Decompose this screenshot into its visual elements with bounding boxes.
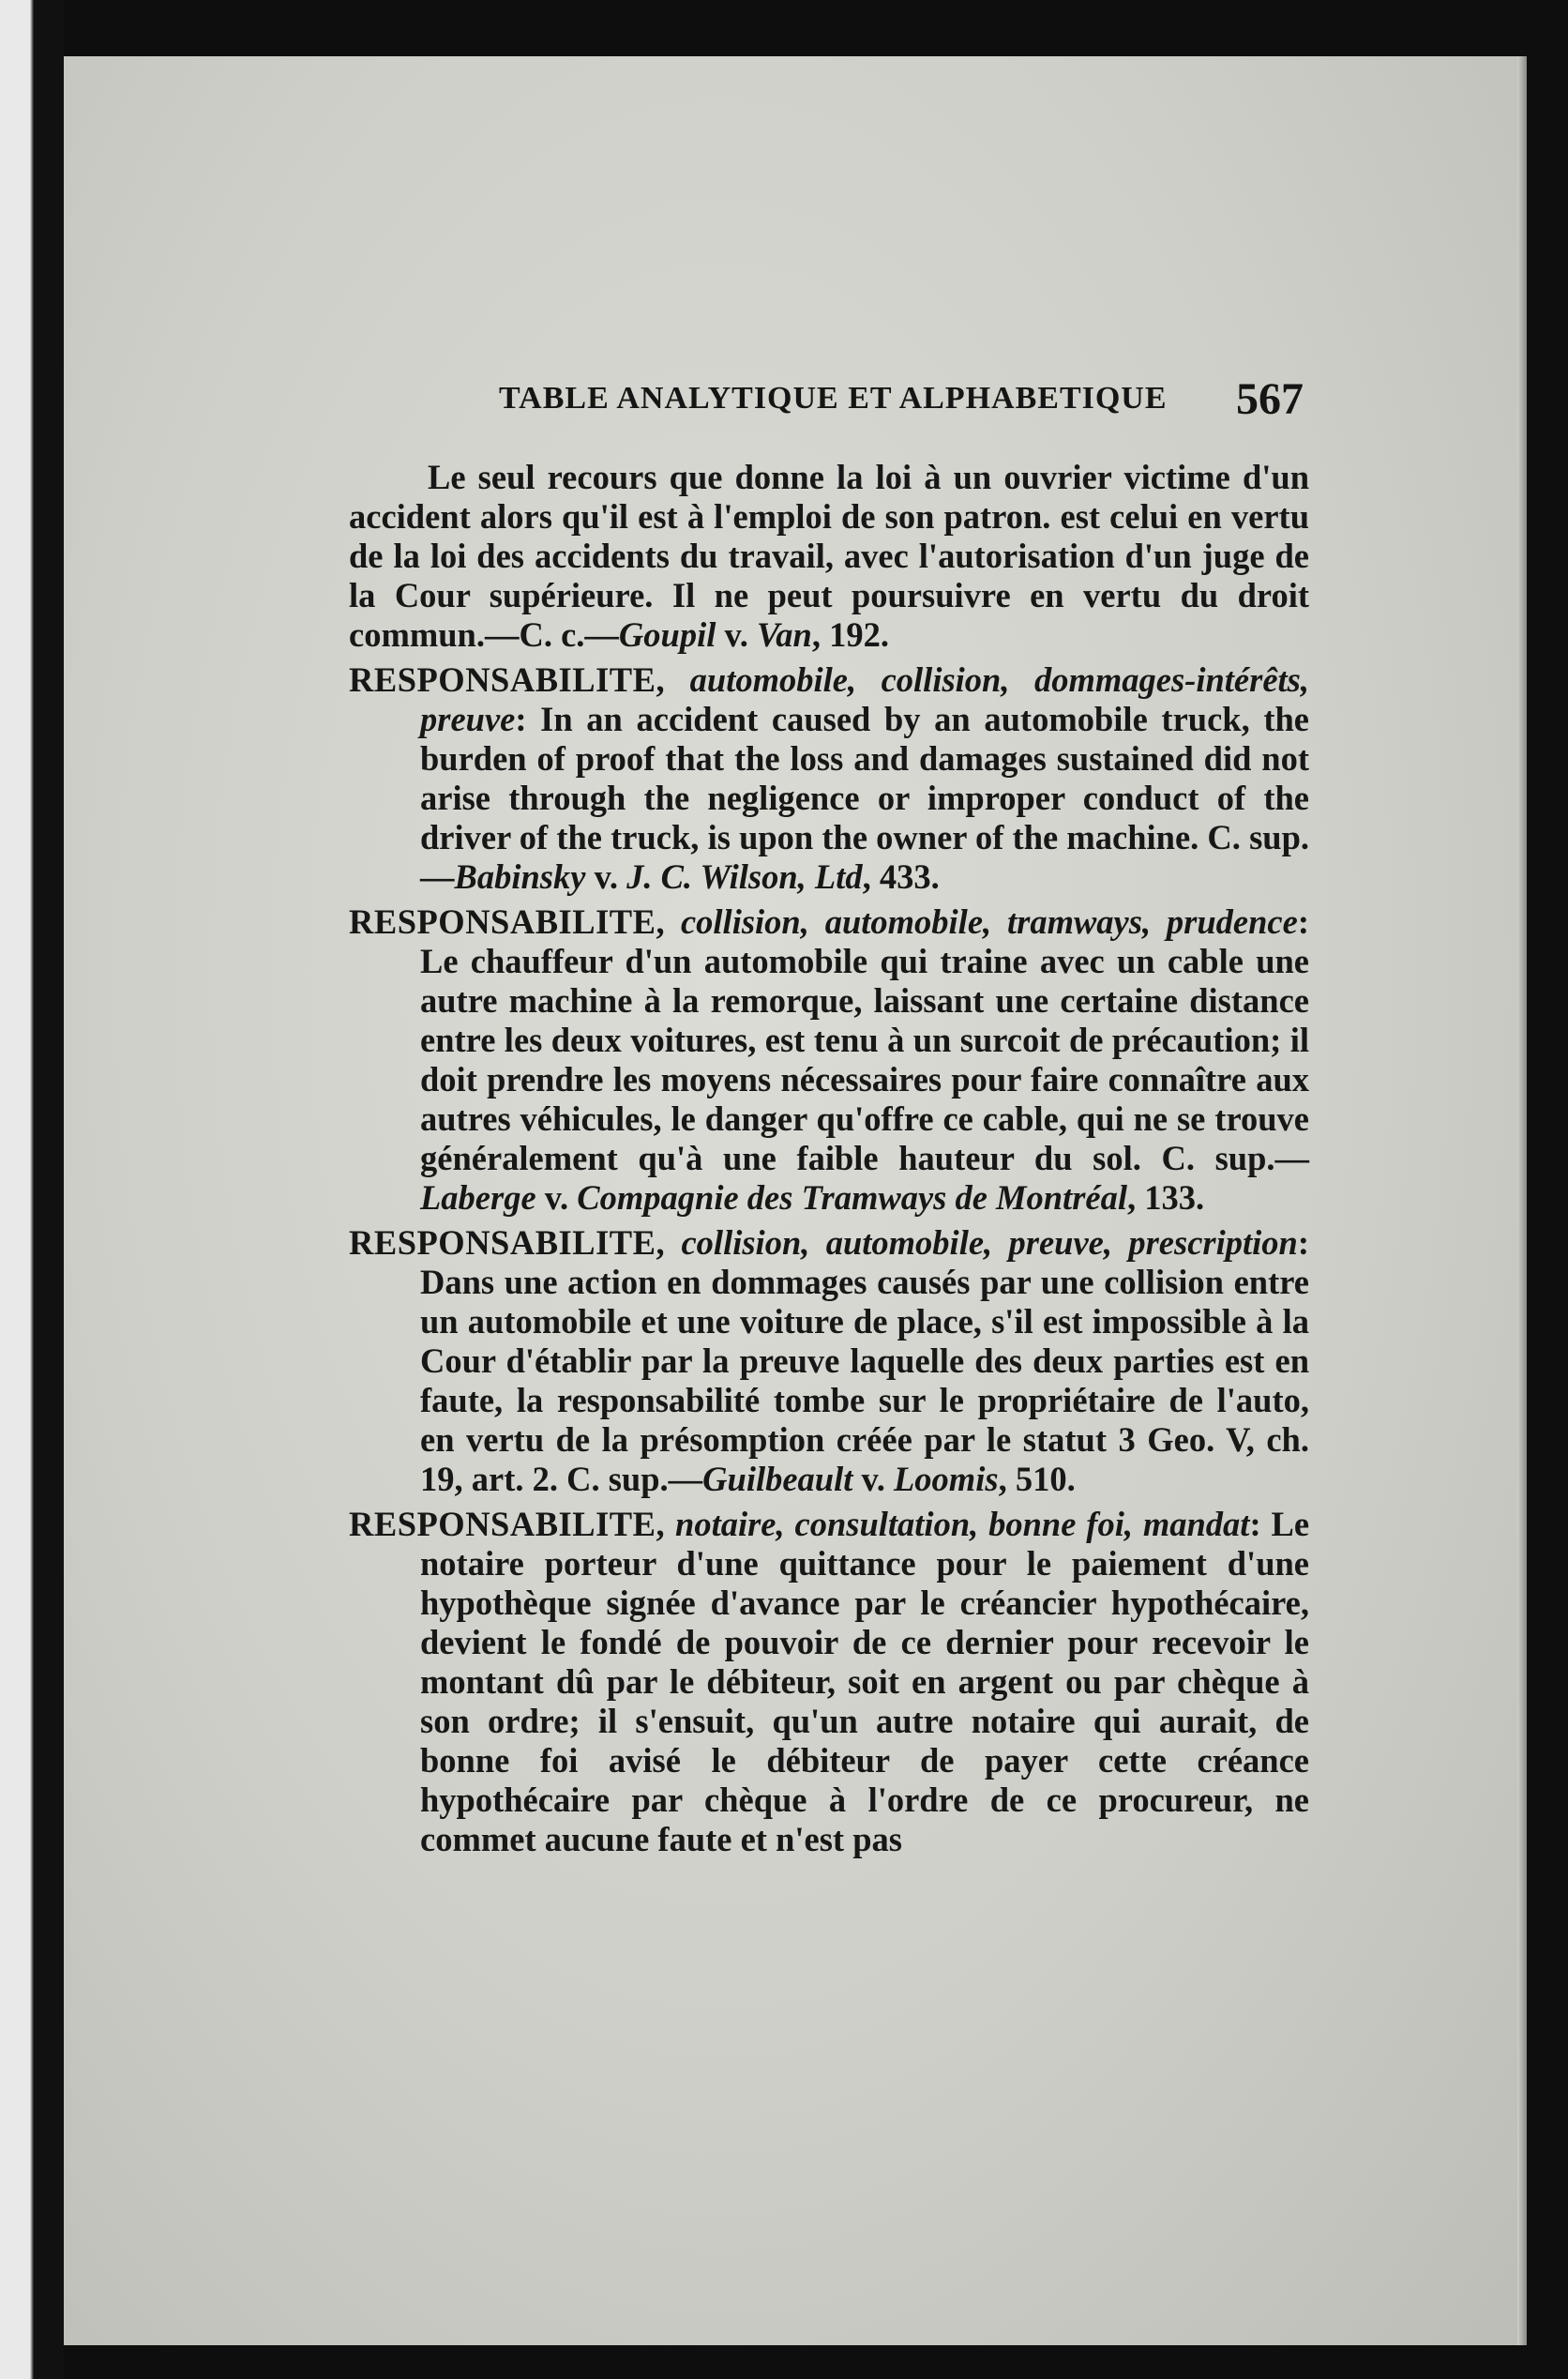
running-header: [431, 373, 1304, 430]
party-name: Laberge: [420, 1178, 536, 1217]
index-entry: [349, 902, 1309, 1218]
entry-tags: notaire, consultation, bonne foi, mandat: [675, 1505, 1250, 1543]
party-name-2: Van: [757, 615, 812, 654]
entry-text: : In an accident caused by an automobile truck, the burden of proof that the loss and damages sustained did not arise through the negligence or improper conduct of the driver of the truck, is upon the owner of the machine. C. sup.—: [420, 700, 1309, 896]
page-number: 567: [1236, 374, 1304, 424]
entry-text: : Le notaire porteur d'une quittance pour le paiement d'une hypothèque signée d'avance par le créancier hypothécaire, devient le fondé de pouvoir de ce dernier pour recevoir le montant dû par le débiteur, soit en argent ou par chèque à son ordre; il s'ensuit, qu'un autre notaire qui aurait, de bonne foi avisé le débiteur de payer cette créance hypothécaire par chèque à l'ordre de ce procureur, ne commet aucune faute et n'est pas: [420, 1505, 1310, 1858]
versus-text: v.: [716, 615, 757, 654]
index-paragraph-continued: [349, 458, 1309, 655]
party-name: Babinsky: [454, 857, 586, 896]
entry-tags: automobile, collision, dommages-intérêts, preuve: [420, 660, 1309, 738]
party-name: Guilbeault: [702, 1460, 853, 1498]
citation-page: , 192.: [811, 615, 889, 654]
party-name-2: J. C. Wilson, Ltd: [626, 857, 863, 896]
versus-text: v.: [535, 1178, 578, 1217]
entry-text: : Dans une action en dommages causés par une collision entre un automobile et une voiture de place, s'il est impossible à la Cour d'établir par la preuve laquelle des deux parties est en faute, la responsabilité tombe sur le propriétaire de l'auto, en vertu de la présomption créée par le statut 3 Geo. V, ch. 19, art. 2. C. sup.—: [420, 1223, 1309, 1498]
running-title: TABLE ANALYTIQUE ET ALPHABETIQUE: [499, 381, 1168, 416]
entry-tags: collision, automobile, tramways, prudence: [680, 902, 1298, 941]
entry-keyword: RESPONSABILITE,: [349, 660, 666, 699]
index-entry: [349, 1223, 1309, 1499]
party-name: Goupil: [618, 615, 716, 654]
paragraph-text: Le seul recours que donne la loi à un ouvrier victime d'un accident alors qu'il est à l'emploi de son patron. est celui en vertu de la loi des accidents du travail, avec l'autorisation d'un juge de la Cour supérieure. Il ne peut poursuivre en vertu du droit commun.—C. c.—: [349, 458, 1309, 654]
entry-keyword: RESPONSABILITE,: [349, 1505, 666, 1543]
party-name-2: Loomis: [894, 1460, 999, 1498]
citation-page: , 133.: [1127, 1178, 1205, 1217]
entry-tags: collision, automobile, preuve, prescription: [681, 1223, 1298, 1262]
entry-keyword: RESPONSABILITE,: [349, 1223, 666, 1262]
page-binding-edge: [0, 0, 64, 2379]
versus-text: v.: [585, 857, 627, 896]
citation-page: , 433.: [862, 857, 940, 896]
entry-keyword: RESPONSABILITE,: [349, 902, 666, 941]
entry-text: : Le chauffeur d'un automobile qui traine avec un cable une autre machine à la remorque, laissant une certaine distance entre les deux voitures, est tenu à un surcoit de précaution; il doit prendre les moyens nécessaires pour faire connaître aux autres véhicules, le danger qu'offre ce cable, qui ne se trouve généralement qu'à une faible hauteur du sol. C. sup.—: [420, 902, 1309, 1177]
index-entry: [349, 1505, 1309, 1859]
page-right-edge: [1517, 56, 1527, 2345]
index-entry: [349, 660, 1309, 897]
party-name-2: Compagnie des Tramways de Montréal: [577, 1178, 1127, 1217]
versus-text: v.: [852, 1460, 895, 1498]
index-text-body: [349, 458, 1309, 1863]
citation-page: , 510.: [998, 1460, 1076, 1498]
